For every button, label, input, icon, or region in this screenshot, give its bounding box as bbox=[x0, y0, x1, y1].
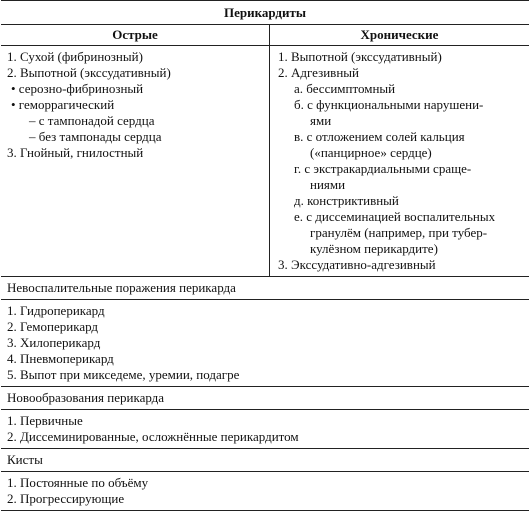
cysts-list bbox=[1, 472, 529, 510]
col-chronic-header: Хронические bbox=[360, 27, 439, 42]
chronic-cell bbox=[270, 46, 529, 276]
noninflammatory-title: Невоспалительные поражения перикарда bbox=[7, 280, 236, 295]
list-item: 2. Диссеминированные, осложнённые перикардитом bbox=[7, 429, 299, 444]
list-item: 3. Экссудативно-адгезивный bbox=[278, 257, 436, 272]
table-title: Перикардиты bbox=[223, 4, 307, 20]
list-item: д. констриктивный bbox=[294, 193, 399, 208]
pericarditis-classification-table bbox=[1, 0, 529, 511]
list-item: 1. Постоянные по объёму bbox=[7, 475, 149, 490]
types-row bbox=[1, 46, 529, 276]
list-item: в. с отложением солей кальция («панцирное» сердце) bbox=[294, 129, 465, 160]
list-item: 3. Хилоперикард bbox=[7, 335, 101, 350]
column-headers bbox=[1, 25, 529, 45]
list-item: – без тампонады сердца bbox=[29, 129, 162, 144]
list-item: б. с функциональными нарушени- ями bbox=[294, 97, 484, 128]
list-item: 1. Сухой (фибринозный) bbox=[7, 49, 143, 64]
col-acute-header: Острые bbox=[112, 27, 158, 42]
list-item: 1. Гидроперикард bbox=[7, 303, 105, 318]
cysts-title: Кисты bbox=[7, 452, 43, 467]
list-item: а. бессимптомный bbox=[294, 81, 396, 96]
list-item: 4. Пневмоперикард bbox=[7, 351, 114, 366]
list-item: 2. Адгезивный bbox=[278, 65, 359, 80]
list-item: г. с экстракардиальными сраще- ниями bbox=[294, 161, 472, 192]
list-item: 2. Выпотной (экссудативный) bbox=[7, 65, 171, 80]
neoplasms-title: Новообразования перикарда bbox=[7, 390, 165, 405]
list-item: е. с диссеминацией воспалительных гранулём (например, при тубер- кулёзном перикардите) bbox=[294, 209, 496, 256]
list-item: 1. Выпотной (экссудативный) bbox=[278, 49, 442, 64]
list-item: • серозно-фибринозный bbox=[11, 81, 144, 96]
acute-cell bbox=[1, 46, 270, 276]
list-item: • геморрагический bbox=[11, 97, 115, 112]
list-item: 2. Прогрессирующие bbox=[7, 491, 125, 506]
neoplasms-list bbox=[1, 410, 529, 448]
list-item: 3. Гнойный, гнилостный bbox=[7, 145, 144, 160]
noninflammatory-list bbox=[1, 300, 529, 386]
list-item: 2. Гемоперикард bbox=[7, 319, 99, 334]
list-item: 1. Первичные bbox=[7, 413, 83, 428]
list-item: 5. Выпот при микседеме, уремии, подагре bbox=[7, 367, 240, 382]
list-item: – с тампонадой сердца bbox=[29, 113, 155, 128]
